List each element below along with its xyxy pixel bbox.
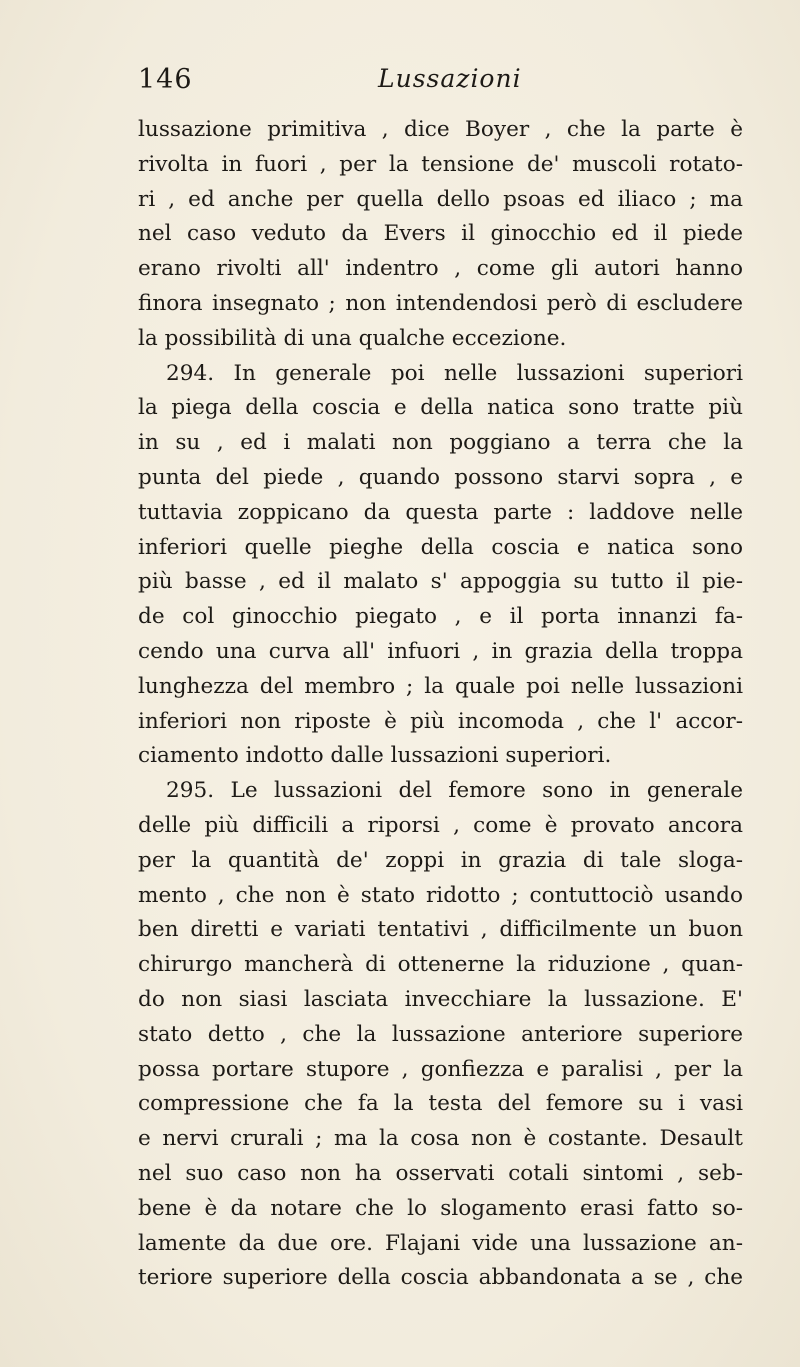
text-line: nel caso veduto da Evers il ginocchio ed il piede (138, 221, 743, 247)
page-header (138, 64, 738, 104)
text-line: chirurgo mancherà di ottenerne la riduzione , quan- (138, 952, 743, 978)
text-line: punta del piede , quando possono starvi sopra , e (138, 464, 743, 490)
text-line: tuttavia zoppicano da questa parte : laddove nelle (138, 499, 743, 525)
text-line: possa portare stupore , gonfiezza e paralisi , per la (138, 1056, 743, 1082)
text-line: in su , ed i malati non poggiano a terra che la (138, 430, 743, 456)
text-line: compressione che fa la testa del femore su i vasi (138, 1091, 743, 1117)
running-head: Lussazioni (378, 64, 522, 93)
text-line: e nervi crurali ; ma la cosa non è costante. Desault (138, 1126, 743, 1152)
text-line: lamente da due ore. Flajani vide una lussazione an- (138, 1230, 743, 1256)
text-line: la piega della coscia e della natica sono tratte più (138, 395, 743, 421)
text-line: rivolta in fuori , per la tensione de' muscoli rotato- (138, 151, 743, 177)
text-line: inferiori quelle pieghe della coscia e natica sono (138, 534, 743, 560)
text-line: finora insegnato ; non intendendosi però di escludere (138, 290, 743, 316)
text-line: bene è da notare che lo slogamento erasi fatto so- (138, 1195, 743, 1221)
paragraph-start-295: 295. Le lussazioni del femore sono in generale (166, 778, 743, 804)
text-line: ben diretti e variati tentativi , difficilmente un buon (138, 917, 743, 943)
text-line: per la quantità de' zoppi in grazia di tale sloga- (138, 847, 743, 873)
text-line: la possibilità di una qualche eccezione. (138, 325, 567, 351)
text-line: cendo una curva all' infuori , in grazia della troppa (138, 638, 743, 664)
text-line: teriore superiore della coscia abbandonata a se , che (138, 1265, 743, 1291)
text-line: ciamento indotto dalle lussazioni superiori. (138, 743, 612, 769)
text-line: stato detto , che la lussazione anteriore superiore (138, 1021, 743, 1047)
text-line: do non siasi lasciata invecchiare la lussazione. E' (138, 986, 743, 1012)
paragraph-start-294: 294. In generale poi nelle lussazioni superiori (166, 360, 743, 386)
text-line: ri , ed anche per quella dello psoas ed iliaco ; ma (138, 186, 743, 212)
text-line: delle più difficili a riporsi , come è provato ancora (138, 812, 743, 838)
text-line: lussazione primitiva , dice Boyer , che la parte è (138, 117, 743, 142)
text-line: erano rivolti all' indentro , come gli autori hanno (138, 256, 743, 282)
text-line: inferiori non riposte è più incomoda , che l' accor- (138, 708, 743, 734)
text-line: nel suo caso non ha osservati cotali sintomi , seb- (138, 1160, 743, 1186)
text-line: de col ginocchio piegato , e il porta innanzi fa- (138, 604, 743, 630)
text-line: lunghezza del membro ; la quale poi nelle lussazioni (138, 673, 743, 699)
body-text (138, 113, 743, 1296)
text-line: più basse , ed il malato s' appoggia su tutto il pie- (138, 569, 743, 595)
page-number: 146 (138, 64, 193, 95)
text-line: mento , che non è stato ridotto ; contuttociò usando (138, 882, 743, 908)
